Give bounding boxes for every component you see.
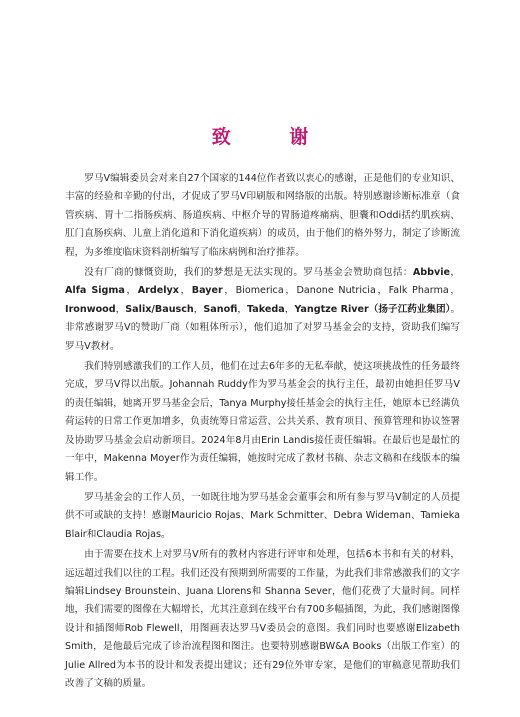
paragraph-text: ， (115, 303, 126, 315)
acknowledgements-body (65, 170, 460, 695)
sponsor-name-bold: Sanofi (203, 303, 238, 315)
paragraph (65, 358, 460, 487)
sponsor-name-bold: Takeda (246, 303, 285, 315)
sponsor-name-bold: Alfa Sigma (65, 285, 125, 297)
paragraph-text: ， (193, 303, 204, 315)
paragraph (65, 264, 460, 356)
paragraph (65, 546, 460, 693)
paragraph (65, 170, 460, 262)
sponsor-name-bold: Yangtze River（扬子江药业集团） (294, 303, 451, 315)
paragraph (65, 489, 460, 544)
paragraph-text: ， (178, 285, 192, 297)
paragraph-text: 没有厂商的慷慨资助，我们的梦想是无法实现的。罗马基金会赞助商包括： (84, 267, 413, 279)
sponsor-name-bold: Salix/Bausch (125, 303, 194, 315)
paragraph-text: 我们特别感激我们的工作人员，他们在过去6年多的无私奉献，使这项挑战性的任务最终完成，罗马Ⅴ得以出版。Johannah Ruddy作为罗马基金会的执行主任，最初由她担任罗马Ⅴ的责任编辑，她离开罗马基金会后，Tanya Murphy接任基金会的执行主任，她原本已经满负荷运转的日常工作更加增多，负责统筹日常运营、公共关系、教育项目、预算管理和协议签署及协助罗马基金会启动新项目。2024年8月由Erin Landis接任责任编辑。在最后也是最忙的一年中，Makenna Moyer作为责任编辑，她按时完成了教材书稿、杂志文稿和在线版本的编辑工作。 (65, 361, 460, 483)
sponsor-name-bold: Ardelyx (137, 285, 179, 297)
paragraph-text: ， (450, 267, 461, 279)
page-title: 致 谢 (211, 126, 335, 148)
paragraph-text: ， (124, 285, 138, 297)
sponsor-name-bold: Ironwood (65, 303, 116, 315)
sponsor-name-bold: Bayer (191, 285, 223, 297)
paragraph-text: ， (237, 303, 247, 315)
paragraph-text: 由于需要在技术上对罗马Ⅴ所有的教材内容进行评审和处理，包括6本书和有关的材料，远远超过我们以往的工程。我们还没有预期到所需要的工作量，为此我们非常感激我们的文字编辑Lindsey Brounstein、Juana Llorens和 Shanna Sever，他们花费了大量时间。同样地，我们需要的图像在大幅增长，尤其注意到在线平台有700多幅插图，为此，我们感谢图像设计和插图师Rob Flewell，用图画表达罗马Ⅴ委员会的意图。我们同时也要感谢Elizabeth Smith，是他最后完成了诊治流程图和图注。也要特别感谢BW&A Books（出版工作室）的 Julie Allred为本书的设计和发表提出建议；还有29位外审专家，是他们的审稿意见帮助我们改善了文稿的质量。 (65, 549, 460, 689)
paragraph-text: ， (284, 303, 295, 315)
paragraph-text: 罗马Ⅴ编辑委员会对来自27个国家的144位作者致以衷心的感谢，正是他们的专业知识、丰富的经验和辛勤的付出，才促成了罗马Ⅴ印刷版和网络版的出版。特别感谢诊断标准章（食管疾病、胃十二指肠疾病、肠道疾病、中枢介导的胃肠道疼痛病、胆囊和Oddi括约肌疾病、肛门直肠疾病、儿童上消化道和下消化道疾病）的成员，由于他们的格外努力，制定了诊断流程，为多维度临床资料剖析编写了临床病例和治疗推荐。 (65, 173, 460, 258)
paragraph-text: 罗马基金会的工作人员，一如既往地为罗马基金会董事会和所有参与罗马Ⅴ制定的人员提供不可或缺的支持！感谢Mauricio Rojas、Mark Schmitter、Debra Wideman、Tamieka Blair和Claudia Rojas。 (65, 491, 460, 540)
paragraph-text: 。非常感谢罗马Ⅴ的赞助厂商（如粗体所示），他们追加了对罗马基金会的支持，资助我们编写罗马Ⅴ教材。 (65, 303, 461, 352)
paragraph-text: ，Biomerica，Danone Nutricia，Falk Pharma， (222, 285, 461, 297)
sponsor-name-bold: Abbvie (412, 267, 451, 279)
